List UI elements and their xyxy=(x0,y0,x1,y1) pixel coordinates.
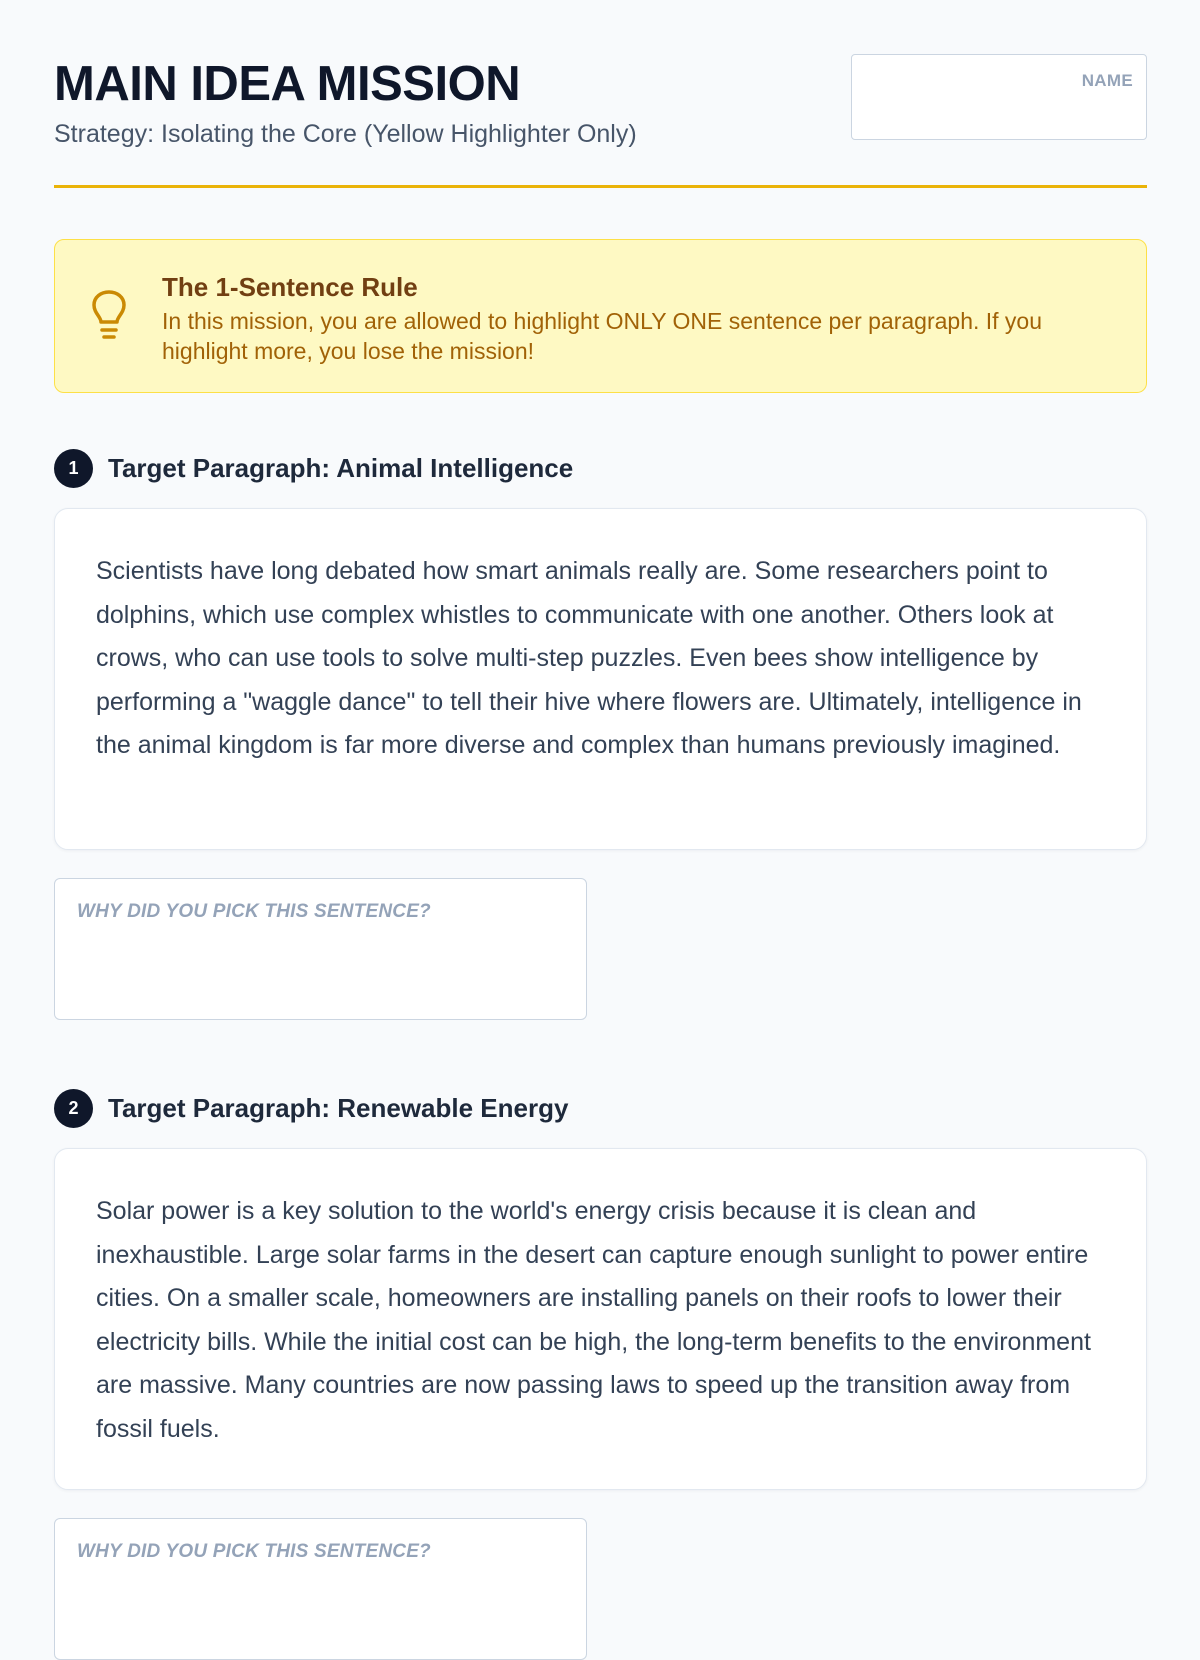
rule-text: In this mission, you are allowed to highlight ONLY ONE sentence per paragraph. If you highlight more, you lose the mission! xyxy=(162,308,1043,364)
lightbulb-icon xyxy=(89,290,129,342)
section-heading xyxy=(54,448,573,488)
answer-field[interactable] xyxy=(54,1518,587,1660)
paragraph-card xyxy=(54,508,1147,850)
section-number-badge: 2 xyxy=(54,1089,93,1128)
section-title: Target Paragraph: Renewable Energy xyxy=(108,1092,569,1123)
rule-title: The 1-Sentence Rule xyxy=(162,272,418,302)
worksheet-page xyxy=(54,0,1147,1562)
answer-prompt: WHY DID YOU PICK THIS SENTENCE? xyxy=(77,1541,431,1562)
answer-field[interactable] xyxy=(54,878,587,1020)
worksheet-header xyxy=(54,0,1147,188)
page-subtitle: Strategy: Isolating the Core (Yellow Highlighter Only) xyxy=(54,120,637,148)
name-field[interactable] xyxy=(851,54,1147,140)
answer-prompt: WHY DID YOU PICK THIS SENTENCE? xyxy=(77,901,431,922)
target-paragraph[interactable]: Scientists have long debated how smart animals really are. Some researchers point to dolphins, which use complex whistles to communicate with one another. Others look at crows, who can use tools to solve multi-step puzzles. Even bees show intelligence by performing a "waggle dance" to tell their hive where flowers are. Ultimately, intelligence in the animal kingdom is far more diverse and complex than humans previously imagined. xyxy=(96,557,1082,759)
section-number-badge: 1 xyxy=(54,449,93,488)
paragraph-card xyxy=(54,1148,1147,1490)
target-paragraph[interactable]: Solar power is a key solution to the world's energy crisis because it is clean and inexhaustible. Large solar farms in the desert can capture enough sunlight to power entire cities. On a smaller scale, homeowners are installing panels on their roofs to lower their electricity bills. While the initial cost can be high, the long-term benefits to the environment are massive. Many countries are now passing laws to speed up the transition away from fossil fuels. xyxy=(96,1197,1091,1443)
page-title: MAIN IDEA MISSION xyxy=(54,57,521,111)
rule-callout xyxy=(54,239,1147,393)
section-heading xyxy=(54,1088,568,1128)
name-label: NAME xyxy=(1081,71,1133,90)
section-title: Target Paragraph: Animal Intelligence xyxy=(108,452,574,483)
